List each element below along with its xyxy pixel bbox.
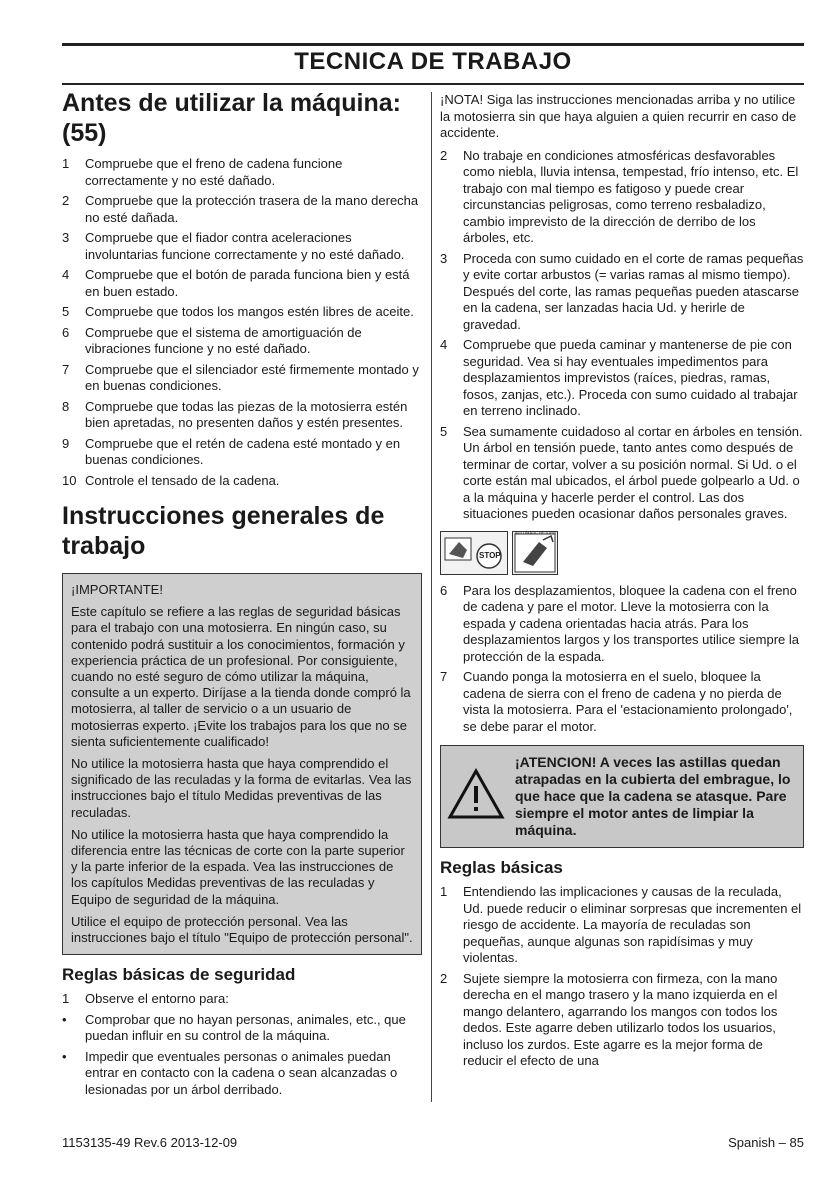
left-column bbox=[62, 88, 422, 1102]
list-item bbox=[62, 399, 422, 432]
list-item bbox=[62, 193, 422, 226]
list-item-text: Compruebe que el retén de cadena esté montado y en buenas condiciones. bbox=[85, 435, 401, 467]
chain-brake-stop-icon bbox=[440, 531, 508, 575]
important-paragraph: Este capítulo se refiere a las reglas de seguridad básicas para el trabajo con una motosierra. En ningún caso, su contenido podrá sustituir a los conocimientos, formación y experiencia práctica de un profesional. Por consiguiente, cuando no esté seguro de cómo utilizar la máquina, consulte a un experto. Diríjase a la tienda donde compró la motosierra, al taller de servicio o a un usuario de motosierras experto. ¡Evite los trabajos para los que no se sienta suficientemente cualificado! bbox=[71, 604, 411, 749]
list-item-number: 9 bbox=[62, 435, 70, 451]
list-item-number: 3 bbox=[62, 230, 70, 245]
list-item bbox=[62, 1012, 422, 1045]
list-item bbox=[440, 251, 804, 334]
important-paragraph: No utilice la motosierra hasta que haya comprendido la diferencia entre las técnicas de corte con la parte superior y la parte inferior de la espada. Vea las instrucciones de los capítulos Medidas preventivas de las reculadas y Equipo de seguridad de la máquina. bbox=[71, 826, 405, 907]
list-item bbox=[62, 991, 422, 1008]
list-item-text: Compruebe que pueda caminar y mantenerse de pie con seguridad. Vea si hay eventuales impedimentos para desplazamientos imprevistos (raíces, piedras, ramas, fosos, zanjas, etc.). Proceda con sumo cuidado al trabajar en terreno inclinado. bbox=[463, 337, 798, 418]
work-rules-list-b bbox=[440, 583, 804, 736]
list-item-number: 1 bbox=[62, 991, 70, 1007]
list-item-text: Compruebe que el freno de cadena funcione correctamente y no esté dañado. bbox=[85, 156, 343, 188]
list-item bbox=[440, 884, 804, 967]
list-item-text: Compruebe que la protección trasera de la mano derecha no esté dañada. bbox=[85, 193, 419, 225]
before-use-list bbox=[62, 156, 422, 489]
list-item-number: 7 bbox=[62, 361, 70, 377]
list-item-number: 5 bbox=[62, 304, 70, 319]
list-item-text: Compruebe que el fiador contra aceleraciones involuntarias funcione correctamente y no esté dañado. bbox=[85, 230, 405, 262]
list-item-text: Compruebe que todos los mangos estén libres de aceite. bbox=[85, 304, 414, 319]
list-item-number: 1 bbox=[62, 156, 70, 171]
warning-box bbox=[440, 745, 804, 848]
list-item-number: 4 bbox=[440, 337, 448, 352]
list-item-number: 2 bbox=[440, 970, 448, 986]
footer-document-id: 1153135-49 Rev.6 2013-12-09 bbox=[62, 1135, 238, 1150]
stop-label: STOP bbox=[479, 550, 501, 560]
list-item bbox=[440, 148, 804, 247]
section-title-basic-safety-rules: Reglas básicas de seguridad bbox=[62, 965, 296, 985]
header-rule-bottom bbox=[62, 83, 804, 85]
list-item bbox=[62, 473, 422, 490]
warning-triangle-icon bbox=[447, 768, 505, 825]
list-item-number: 3 bbox=[440, 250, 448, 266]
list-item bbox=[62, 267, 422, 300]
list-item bbox=[62, 304, 422, 321]
section-title-basic-rules: Reglas básicas bbox=[440, 858, 563, 877]
important-title: ¡IMPORTANTE! bbox=[71, 582, 163, 597]
important-paragraph: Utilice el equipo de protección personal. Vea las instrucciones bajo el título "Equipo de protección personal". bbox=[71, 913, 413, 946]
important-paragraph: No utilice la motosierra hasta que haya comprendido el significado de las reculadas y la forma de evitarlas. Vea las instrucciones bajo el título Medidas preventivas de las reculadas. bbox=[71, 756, 412, 820]
note-paragraph: ¡NOTA! Siga las instrucciones mencionadas arriba y no utilice la motosierra sin que haya alguien a quien recurrir en caso de accidente. bbox=[440, 92, 797, 140]
list-item-number: 6 bbox=[440, 582, 448, 598]
list-item-number: 1 bbox=[440, 884, 448, 899]
list-item bbox=[440, 583, 804, 666]
list-item-text: Comprobar que no hayan personas, animales, etc., que puedan influir en su control de la máquina. bbox=[85, 1011, 406, 1044]
automatic-return-label: AUTOMATIC RETURN bbox=[515, 529, 556, 535]
list-item-text: Compruebe que el silenciador esté firmemente montado y en buenas condiciones. bbox=[85, 361, 419, 393]
chainsaw-carry-icon bbox=[512, 531, 558, 575]
list-item bbox=[62, 156, 422, 189]
list-item-text: Observe el entorno para: bbox=[85, 991, 229, 1007]
list-item bbox=[62, 1049, 422, 1099]
list-item-text: Proceda con sumo cuidado en el corte de ramas pequeñas y evite cortar arbustos (= varias ramas al mismo tiempo). Después del corte, las ramas pequeñas pueden atascarse en la cadena, ser lanzadas hacia Ud. y herirle de gravedad. bbox=[463, 250, 804, 332]
list-item-number: • bbox=[62, 1011, 67, 1027]
list-item-number: • bbox=[62, 1048, 67, 1064]
basic-safety-list bbox=[62, 991, 422, 1098]
list-item-text: Compruebe que todas las piezas de la motosierra estén bien apretadas, no presenten daños y estén presentes. bbox=[85, 398, 408, 430]
basic-rules-list bbox=[440, 884, 804, 1070]
section-title-general-instructions: Instrucciones generales de trabajo bbox=[62, 502, 385, 560]
right-column bbox=[440, 92, 804, 1074]
list-item-number: 2 bbox=[440, 147, 448, 163]
list-item-number: 5 bbox=[440, 423, 448, 439]
work-rules-list-a bbox=[440, 148, 804, 523]
list-item-text: Impedir que eventuales personas o animales puedan entrar en contacto con la cadena o sean alcanzadas o lesionadas por un árbol derribado. bbox=[85, 1048, 398, 1097]
list-item bbox=[440, 337, 804, 420]
list-item-number: 6 bbox=[62, 324, 70, 340]
list-item-number: 2 bbox=[62, 193, 70, 208]
important-notice-box bbox=[62, 573, 422, 955]
header-rule-top bbox=[62, 43, 804, 46]
list-item-text: Compruebe que el botón de parada funciona bien y está en buen estado. bbox=[85, 267, 410, 299]
page-title: TECNICA DE TRABAJO bbox=[294, 48, 572, 75]
list-item-text: Compruebe que el sistema de amortiguación de vibraciones funcione y no esté dañado. bbox=[85, 324, 362, 356]
list-item bbox=[62, 230, 422, 263]
list-item-number: 10 bbox=[62, 472, 77, 488]
list-item-text: Cuando ponga la motosierra en el suelo, bloquee la cadena de sierra con el freno de cadena y no pierda de vista la motosierra. Para el 'estacionamiento prolongado', se debe parar el motor. bbox=[463, 669, 793, 734]
list-item bbox=[62, 436, 422, 469]
list-item bbox=[440, 669, 804, 735]
list-item-text: Entendiendo las implicaciones y causas de la reculada, Ud. puede reducir o eliminar sorpresas que incrementen el riesgo de accidente. La mayoría de reculadas son pequeñas, aunque algunas son rapidísimas y muy violentas. bbox=[463, 884, 802, 965]
list-item bbox=[62, 362, 422, 395]
list-item bbox=[440, 971, 804, 1070]
list-item-text: Para los desplazamientos, bloquee la cadena con el freno de cadena y pare el motor. Lleve la motosierra con la espada y cadena orientadas hacia atrás. Para los desplazamientos largos y los transportes utilice siempre la protección de la espada. bbox=[463, 582, 799, 664]
list-item-text: No trabaje en condiciones atmosféricas desfavorables como niebla, lluvia intensa, tempestad, frío intenso, etc. El trabajo con mal tiempo es fatigoso y puede crear circunstancias peligrosas, como terreno resbaladizo, cambio imprevisto de la dirección de derribo de los árboles, etc. bbox=[463, 147, 799, 245]
illustration-row bbox=[440, 531, 804, 575]
list-item-text: Sujete siempre la motosierra con firmeza, con la mano derecha en el mango trasero y la mano izquierda en el mango delantero, agarrando los mangos con todos los dedos. Este agarre deben utilizarlo todos los usuarios, incluso los zurdos. Este agarre es la mejor forma de reducir el efecto de una bbox=[463, 970, 778, 1068]
footer-page-number: Spanish – 85 bbox=[728, 1135, 804, 1150]
list-item-text: Controle el tensado de la cadena. bbox=[85, 472, 280, 488]
list-item-number: 8 bbox=[62, 398, 70, 414]
list-item-number: 7 bbox=[440, 669, 448, 684]
list-item-text: Sea sumamente cuidadoso al cortar en árboles en tensión. Un árbol en tensión puede, tanto antes como después de terminar de cortar, volver a su posición normal. Si Ud. o el corte están mal ubicados, el árbol puede golpearlo a Ud. o a la máquina y hacerle perder el control. Las dos situaciones pueden ocasionar daños personales graves. bbox=[463, 423, 803, 521]
warning-text: ¡ATENCION! A veces las astillas quedan atrapadas en la cubierta del embrague, lo que hace que la cadena se atasque. Pare siempre el motor antes de limpiar la máquina. bbox=[515, 754, 791, 838]
column-divider bbox=[431, 92, 432, 1102]
list-item bbox=[62, 325, 422, 358]
list-item bbox=[440, 424, 804, 523]
list-item-number: 4 bbox=[62, 267, 70, 282]
section-title-before-use: Antes de utilizar la máquina: (55) bbox=[62, 89, 401, 147]
